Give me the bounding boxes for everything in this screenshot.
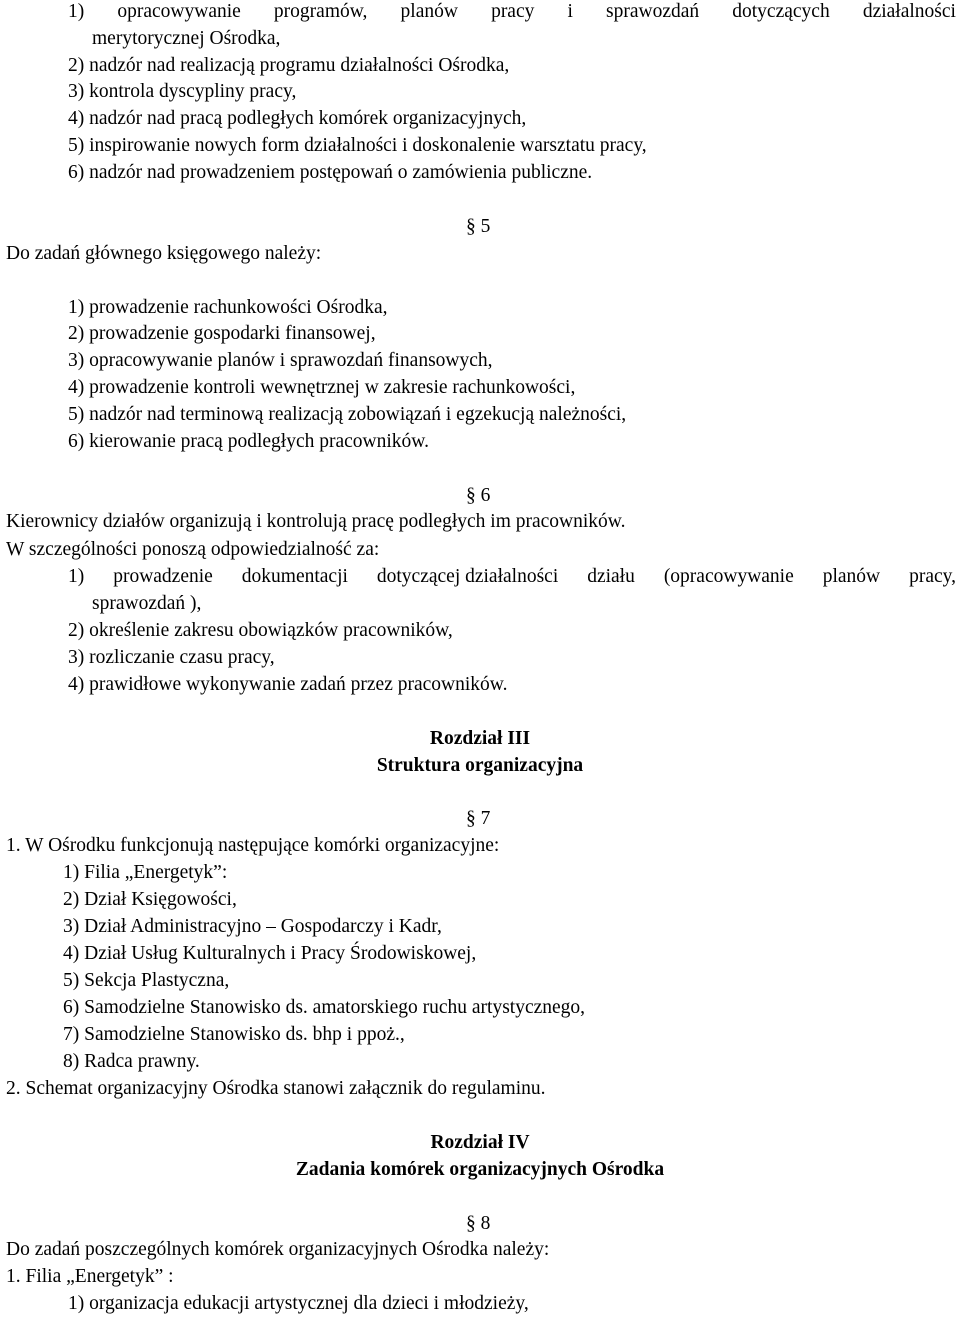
word: 1) — [68, 566, 85, 587]
list-item: 3) kontrola dyscypliny pracy, — [68, 81, 297, 102]
list-item: 6) Samodzielne Stanowisko ds. amatorskiego ruchu artystycznego, — [63, 997, 586, 1018]
list-item: 4) prawidłowe wykonywanie zadań przez pracowników. — [68, 674, 508, 695]
list-item: 5) inspirowanie nowych form działalności i doskonalenie warsztatu pracy, — [68, 135, 647, 156]
word: dokumentacji — [241, 566, 348, 587]
numbered-point: 1. W Ośrodku funkcjonują następujące komórki organizacyjne: — [6, 835, 500, 856]
list-item: 3) rozliczanie czasu pracy, — [68, 647, 275, 668]
list-item: 6) kierowanie pracą podległych pracowników. — [68, 431, 429, 452]
list-item: 4) nadzór nad pracą podległych komórek organizacyjnych, — [68, 108, 527, 129]
list-item-justified — [68, 2, 956, 22]
word: opracowywanie — [117, 1, 241, 22]
word: dotyczących — [732, 1, 830, 22]
list-item: 4) prowadzenie kontroli wewnętrznej w zakresie rachunkowości, — [68, 377, 576, 398]
word: pracy — [491, 1, 535, 22]
list-item: 8) Radca prawny. — [63, 1051, 200, 1072]
chapter-title: Rozdział III — [429, 728, 531, 749]
list-item: 1) Filia „Energetyk”: — [63, 862, 228, 883]
word: planów — [822, 566, 881, 587]
list-item: 7) Samodzielne Stanowisko ds. bhp i ppoż., — [63, 1024, 405, 1045]
list-item: 2) prowadzenie gospodarki finansowej, — [68, 323, 376, 344]
word: 1) — [68, 1, 85, 22]
list-item: 3) Dział Administracyjno – Gospodarczy i Kadr, — [63, 916, 442, 937]
word: programów, — [273, 1, 368, 22]
list-item: 4) Dział Usług Kulturalnych i Pracy Środowiskowej, — [63, 943, 477, 964]
list-item: 2) Dział Księgowości, — [63, 889, 237, 910]
list-item: 2) nadzór nad realizacją programu działalności Ośrodka, — [68, 55, 510, 76]
word: dotyczącej działalności — [376, 566, 559, 587]
chapter-title: Rozdział IV — [430, 1132, 530, 1153]
list-item-continuation: sprawozdań ), — [92, 593, 202, 614]
list-item: 5) nadzór nad terminową realizacją zobowiązań i egzekucją należności, — [68, 404, 627, 425]
word: planów — [400, 1, 458, 22]
chapter-subtitle: Zadania komórek organizacyjnych Ośrodka — [295, 1159, 665, 1180]
list-item-justified — [68, 567, 956, 587]
word: i — [567, 1, 573, 22]
section-mark: § 5 — [466, 216, 491, 237]
list-item: 2) określenie zakresu obowiązków pracowników, — [68, 620, 453, 641]
list-item: 3) opracowywanie planów i sprawozdań finansowych, — [68, 350, 493, 371]
list-item: 1) prowadzenie rachunkowości Ośrodka, — [68, 297, 388, 318]
paragraph-line: Kierownicy działów organizują i kontrolują pracę podległych im pracowników. — [6, 511, 626, 532]
word: sprawozdań — [606, 1, 700, 22]
list-item: 6) nadzór nad prowadzeniem postępowań o zamówienia publiczne. — [68, 162, 593, 183]
list-item-continuation: merytorycznej Ośrodka, — [92, 28, 281, 49]
numbered-point: 1. Filia „Energetyk” : — [6, 1266, 174, 1287]
list-item: 1) organizacja edukacji artystycznej dla dzieci i młodzieży, — [68, 1293, 529, 1314]
numbered-point: 2. Schemat organizacyjny Ośrodka stanowi załącznik do regulaminu. — [6, 1078, 546, 1099]
section-mark: § 8 — [466, 1213, 491, 1234]
word: działalności — [862, 1, 956, 22]
word: prowadzenie — [113, 566, 213, 587]
paragraph-intro: Do zadań poszczególnych komórek organizacyjnych Ośrodka należy: — [6, 1239, 550, 1260]
section-mark: § 6 — [466, 485, 491, 506]
chapter-subtitle: Struktura organizacyjna — [376, 755, 584, 776]
list-item: 5) Sekcja Plastyczna, — [63, 970, 230, 991]
word: pracy, — [909, 566, 956, 587]
paragraph-intro: Do zadań głównego księgowego należy: — [6, 243, 322, 264]
word: działu — [587, 566, 635, 587]
section-mark: § 7 — [466, 808, 491, 829]
word: (opracowywanie — [663, 566, 794, 587]
paragraph-line: W szczególności ponoszą odpowiedzialność za: — [6, 539, 380, 560]
